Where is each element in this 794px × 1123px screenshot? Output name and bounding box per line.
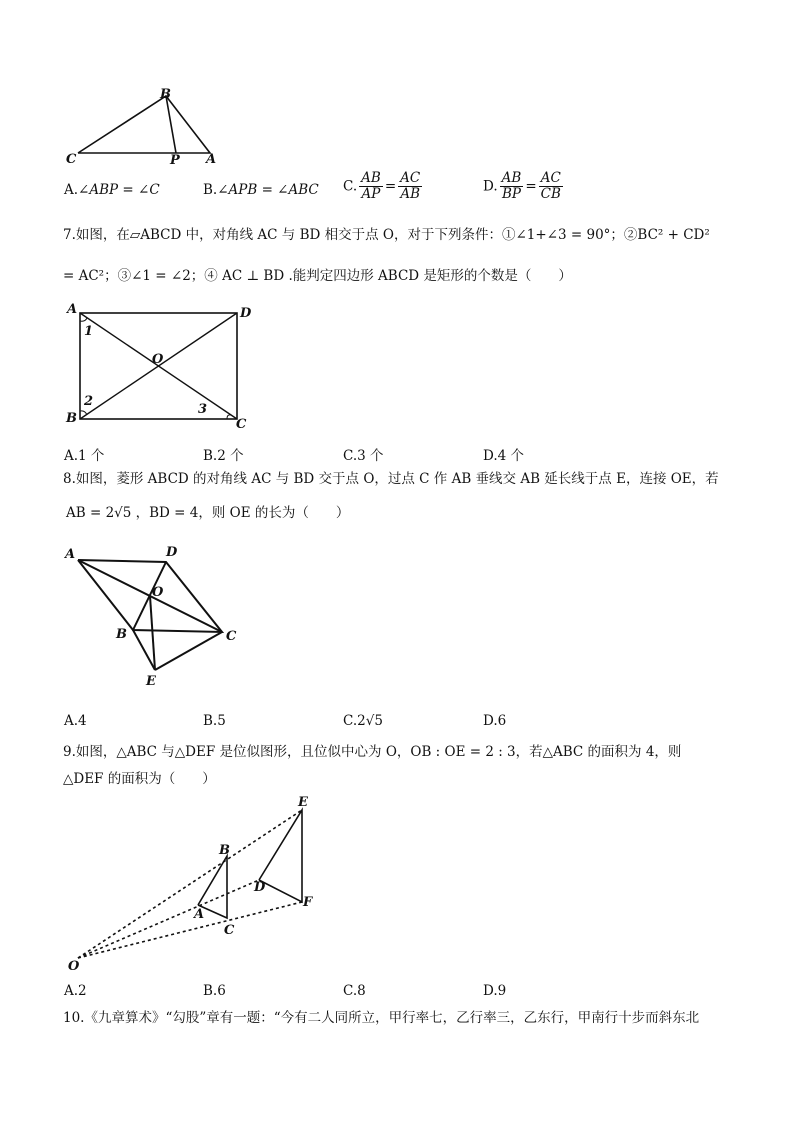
q8-option-a: A.4 xyxy=(64,713,87,729)
q8-segment-oe xyxy=(150,596,155,670)
q8-option-b: B.5 xyxy=(203,713,226,729)
q7-option-b: B.2 个 xyxy=(203,448,244,464)
q6-option-d: D. $\frac{AB}{BP}$ = $\frac{AC}{CB}$ xyxy=(483,170,561,202)
q8-label-a: A xyxy=(65,547,76,562)
q6-figure xyxy=(60,86,230,168)
q8-option-c: C.2√5 xyxy=(343,713,383,729)
q7-label-b: B xyxy=(66,411,77,426)
q7-label-c: C xyxy=(236,417,247,432)
q9-label-f: F xyxy=(303,895,313,910)
q8-segment-ce xyxy=(155,632,222,670)
q7-question-line-2: = AC²；③∠1 = ∠2；④ AC ⊥ BD .能判定四边形 ABCD 是矩形的个数是（ ） xyxy=(63,268,572,284)
q9-label-b: B xyxy=(219,843,230,858)
q9-question-line-1: 9.如图，△ABC 与△DEF 是位似图形，且位似中心为 O，OB : OE = 2 : 3，若△ABC 的面积为 4，则 xyxy=(63,744,682,760)
q8-segment-be xyxy=(133,630,155,670)
q9-option-b: B.6 xyxy=(203,983,226,999)
q7-option-d: D.4 个 xyxy=(483,448,525,464)
q8-label-o: O xyxy=(152,585,164,600)
q7-label-d: D xyxy=(240,306,252,321)
q8-option-d: D.6 xyxy=(483,713,507,729)
q9-label-o: O xyxy=(68,959,80,974)
q6-option-b: B.∠APB = ∠ABC xyxy=(203,182,319,198)
q8-label-c: C xyxy=(226,629,237,644)
q6-label-b: B xyxy=(160,87,171,102)
q9-option-c: C.8 xyxy=(343,983,366,999)
q9-question-line-2: △DEF 的面积为（ ） xyxy=(63,771,216,787)
q9-label-d: D xyxy=(254,880,266,895)
q7-label-o: O xyxy=(152,352,164,367)
q6-label-c: C xyxy=(66,152,77,167)
q6-triangle xyxy=(78,96,210,153)
q8-label-d: D xyxy=(166,545,178,560)
q6-label-a: A xyxy=(206,152,217,167)
q7-option-a: A.1 个 xyxy=(64,448,105,464)
q8-question-line-1: 8.如图，菱形 ABCD 的对角线 AC 与 BD 交于点 O，过点 C 作 AB 垂线交 AB 延长线于点 E，连接 OE，若 xyxy=(63,471,719,487)
q6-option-a: A.∠ABP = ∠C xyxy=(64,182,160,198)
q8-figure xyxy=(60,540,250,690)
q7-figure xyxy=(60,300,260,432)
q8-question-line-2: AB = 2√5 ，BD = 4，则 OE 的长为（ ） xyxy=(66,505,350,521)
q7-angle-2-label: 2 xyxy=(84,394,94,409)
q7-question-line-1: 7.如图，在▱ABCD 中，对角线 AC 与 BD 相交于点 O，对于下列条件：①∠1+∠3 = 90°；②BC² + CD² xyxy=(63,227,710,243)
q10-question-line-1: 10.《九章算术》“勾股”章有一题：“今有二人同所立，甲行率七，乙行率三，乙东行，甲南行十步而斜东北 xyxy=(63,1010,700,1026)
q9-option-d: D.9 xyxy=(483,983,507,999)
q7-angle-3-label: 3 xyxy=(198,402,208,417)
q9-option-a: A.2 xyxy=(64,983,87,999)
q9-label-c: C xyxy=(224,923,235,938)
q7-angle-1-arc xyxy=(80,318,87,321)
q9-figure xyxy=(60,790,330,978)
q7-option-c: C.3 个 xyxy=(343,448,384,464)
q7-angle-1-label: 1 xyxy=(84,324,94,339)
q6-segment-bp xyxy=(166,96,176,153)
q6-option-c: C. $\frac{AB}{AP}$ = $\frac{AC}{AB}$ xyxy=(343,170,421,202)
q7-label-a: A xyxy=(67,302,78,317)
q6-label-p: P xyxy=(170,153,180,168)
q9-label-a: A xyxy=(194,907,205,922)
q9-label-e: E xyxy=(298,795,308,810)
q8-label-e: E xyxy=(146,674,156,689)
q8-label-b: B xyxy=(116,627,127,642)
